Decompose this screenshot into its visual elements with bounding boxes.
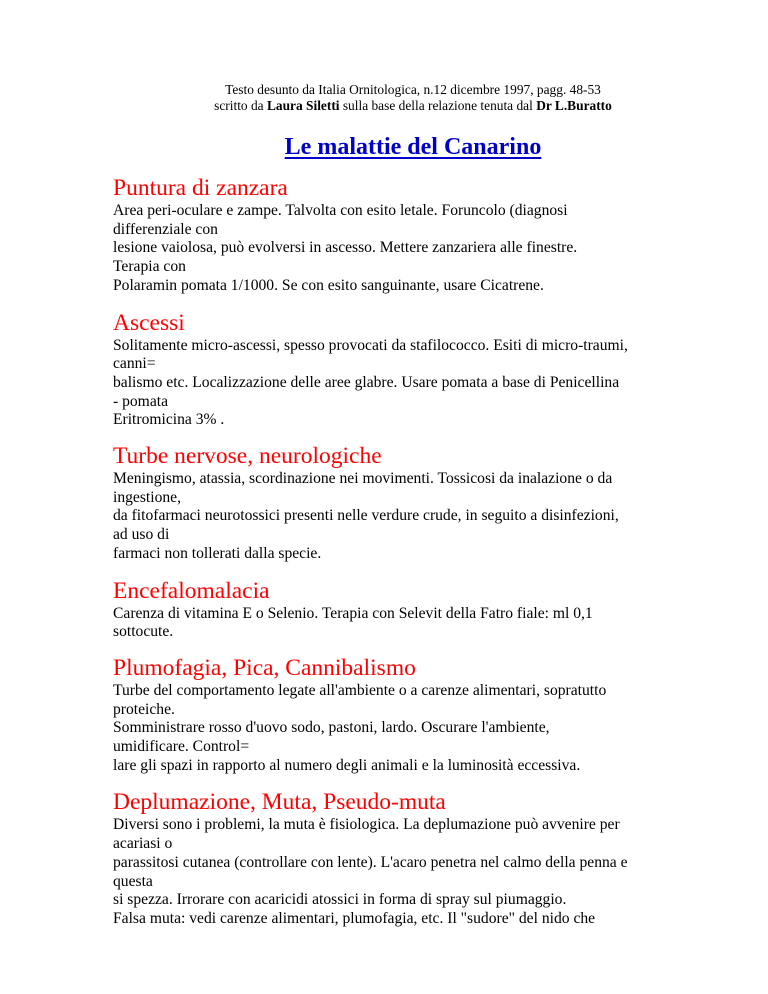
section [113,655,713,776]
section-text-line: sottocute. [113,623,174,641]
section-text-line: umidificare. Control= [113,738,250,756]
section-text-line: Turbe del comportamento legate all'ambiente o a carenze alimentari, sopratutto [113,681,607,699]
section-text-line: Meningismo, atassia, scordinazione nei movimenti. Tossicosi da inalazione o da [113,470,613,488]
section-heading: Puntura di zanzara [113,175,288,201]
source-line-1: Testo desunto da Italia Ornitologica, n.12 dicembre 1997, pagg. 48-53 [225,82,601,97]
section-text-line: Diversi sono i problemi, la muta è fisiologica. La deplumazione può avvenire per [113,816,620,834]
section-text-line: acariasi o [113,835,173,853]
source-middle: sulla base della relazione tenuta dal [339,98,537,113]
section-text-line: Polaramin pomata 1/1000. Se con esito sanguinante, usare Cicatrene. [113,276,544,294]
section-text-line: lare gli spazi in rapporto al numero degli animali e la luminosità eccessiva. [113,756,581,774]
section-text-line: ad uso di [113,526,170,544]
source-prefix: scritto da [214,98,267,113]
section-body [113,682,713,776]
section-text-line: Falsa muta: vedi carenze alimentari, plumofagia, etc. Il "sudore" del nido che [113,909,596,927]
section-text-line: si spezza. Irrorare con acaricidi atossici in forma di spray sul piumaggio. [113,891,567,909]
section [113,443,713,564]
section-heading: Plumofagia, Pica, Cannibalismo [113,654,416,681]
section-text-line: parassitosi cutanea (controllare con lente). L'acaro penetra nel calmo della penna e [113,853,628,871]
section-body [113,605,713,642]
section-text-line: Eritromicina 3% . [113,411,225,429]
section-heading: Encefalomalacia [113,577,270,604]
sections-container [113,175,713,929]
page-title [113,133,713,161]
section [113,578,713,642]
section-text-line: questa [113,872,153,890]
section-body [113,337,713,431]
section [113,789,713,928]
section-heading: Turbe nervose, neurologiche [113,443,382,470]
section-text-line: ingestione, [113,488,181,506]
section-text-line: canni= [113,355,156,373]
section [113,310,713,431]
section-text-line: lesione vaiolosa, può evolversi in ascesso. Mettere zanzariera alle finestre. [113,239,578,257]
author-name: Laura Siletti [266,98,340,113]
source-line-2 [113,98,713,114]
section-text-line: Somministrare rosso d'uovo sodo, pastoni, lardo. Oscurare l'ambiente, [113,719,550,737]
section-text-line: Solitamente micro-ascessi, spesso provocati da stafilococco. Esiti di micro-traumi, [113,336,628,354]
section-text-line: Carenza di vitamina E o Selenio. Terapia con Selevit della Fatro fiale: ml 0,1 [113,604,593,622]
page-title-text: Le malattie del Canarino [284,134,542,160]
doctor-name: Dr L.Buratto [536,98,612,113]
section-heading: Deplumazione, Muta, Pseudo-muta [113,789,446,816]
section-text-line: - pomata [113,392,168,410]
section-body [113,470,713,564]
document-page [113,0,713,929]
section-text-line: farmaci non tollerati dalla specie. [113,544,322,562]
section-text-line: Terapia con [113,258,186,276]
section-text-line: differenziale con [113,220,218,238]
section-text-line: balismo etc. Localizzazione delle aree glabre. Usare pomata a base di Penicellina [113,373,620,391]
section-body [113,816,713,928]
section-text-line: Area peri-oculare e zampe. Talvolta con esito letale. Foruncolo (diagnosi [113,202,568,219]
section [113,175,713,296]
section-text-line: da fitofarmaci neurotossici presenti nelle verdure crude, in seguito a disinfezioni, [113,507,619,525]
section-text-line: proteiche. [113,700,175,718]
section-body [113,202,713,296]
source-note [113,82,713,114]
section-heading: Ascessi [113,309,185,336]
